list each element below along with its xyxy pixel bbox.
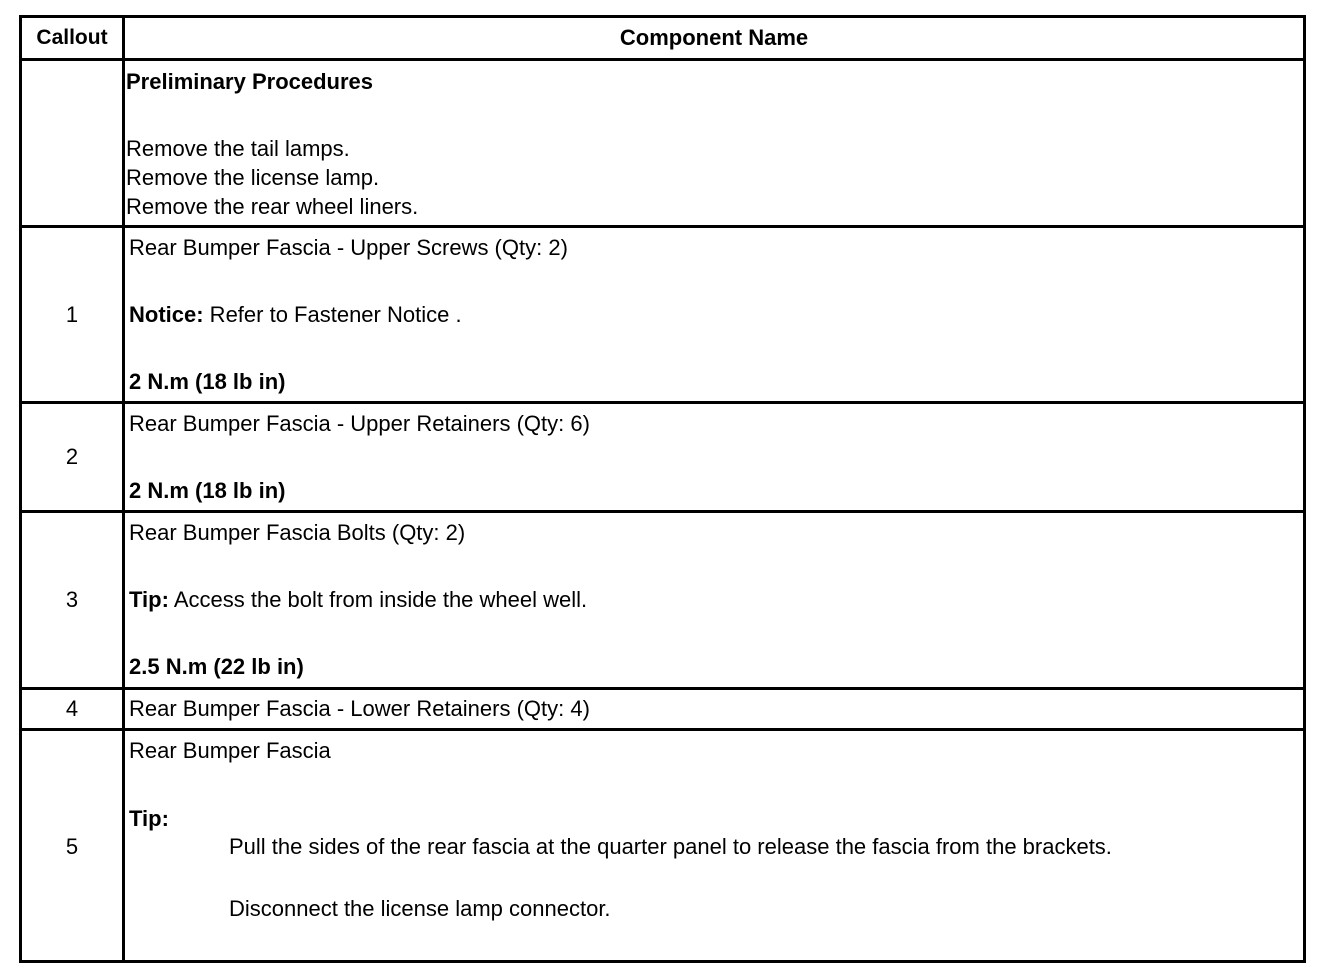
tip-label: Tip:	[129, 806, 169, 831]
table-row	[22, 731, 1303, 963]
table-row	[22, 228, 1303, 404]
callout-header: Callout	[36, 26, 108, 49]
callout-number: 2	[65, 444, 79, 469]
tip-line	[129, 587, 587, 613]
component-name: Rear Bumper Fascia Bolts (Qty: 2)	[129, 520, 466, 545]
preliminary-title: Preliminary Procedures	[126, 69, 374, 94]
tip-text: Access the bolt from inside the wheel well.	[168, 587, 588, 612]
tip-text: Pull the sides of the rear fascia at the quarter panel to release the fascia from the brackets.	[229, 834, 1112, 859]
callout-number: 5	[65, 834, 79, 859]
component-name-header: Component Name	[619, 25, 809, 50]
table-row	[22, 513, 1303, 690]
component-name: Rear Bumper Fascia - Upper Screws (Qty: 2)	[129, 235, 568, 260]
callout-number: 3	[65, 587, 79, 612]
callout-number: 1	[65, 301, 79, 327]
preliminary-step: Remove the tail lamps.	[126, 136, 350, 161]
notice-line	[129, 302, 462, 328]
torque-spec: 2 N.m (18 lb in)	[129, 478, 286, 503]
notice-text: Refer to Fastener Notice .	[203, 302, 462, 327]
table-row	[22, 404, 1303, 513]
component-name: Rear Bumper Fascia - Upper Retainers (Qty: 6)	[129, 411, 590, 436]
tip-text: Disconnect the license lamp connector.	[229, 896, 611, 921]
component-name: Rear Bumper Fascia	[129, 738, 331, 763]
component-name: Rear Bumper Fascia - Lower Retainers (Qty: 4)	[129, 696, 590, 721]
preliminary-step: Remove the license lamp.	[126, 165, 380, 190]
preliminary-step: Remove the rear wheel liners.	[126, 194, 419, 219]
torque-spec: 2.5 N.m (22 lb in)	[129, 654, 304, 679]
tip-label: Tip:	[129, 587, 169, 612]
preliminary-row	[22, 61, 1303, 228]
callout-number: 4	[65, 696, 79, 721]
table-row	[22, 690, 1303, 731]
torque-spec: 2 N.m (18 lb in)	[129, 369, 286, 394]
notice-label: Notice:	[129, 302, 204, 327]
table-header	[22, 18, 1303, 61]
procedure-table	[19, 15, 1306, 963]
